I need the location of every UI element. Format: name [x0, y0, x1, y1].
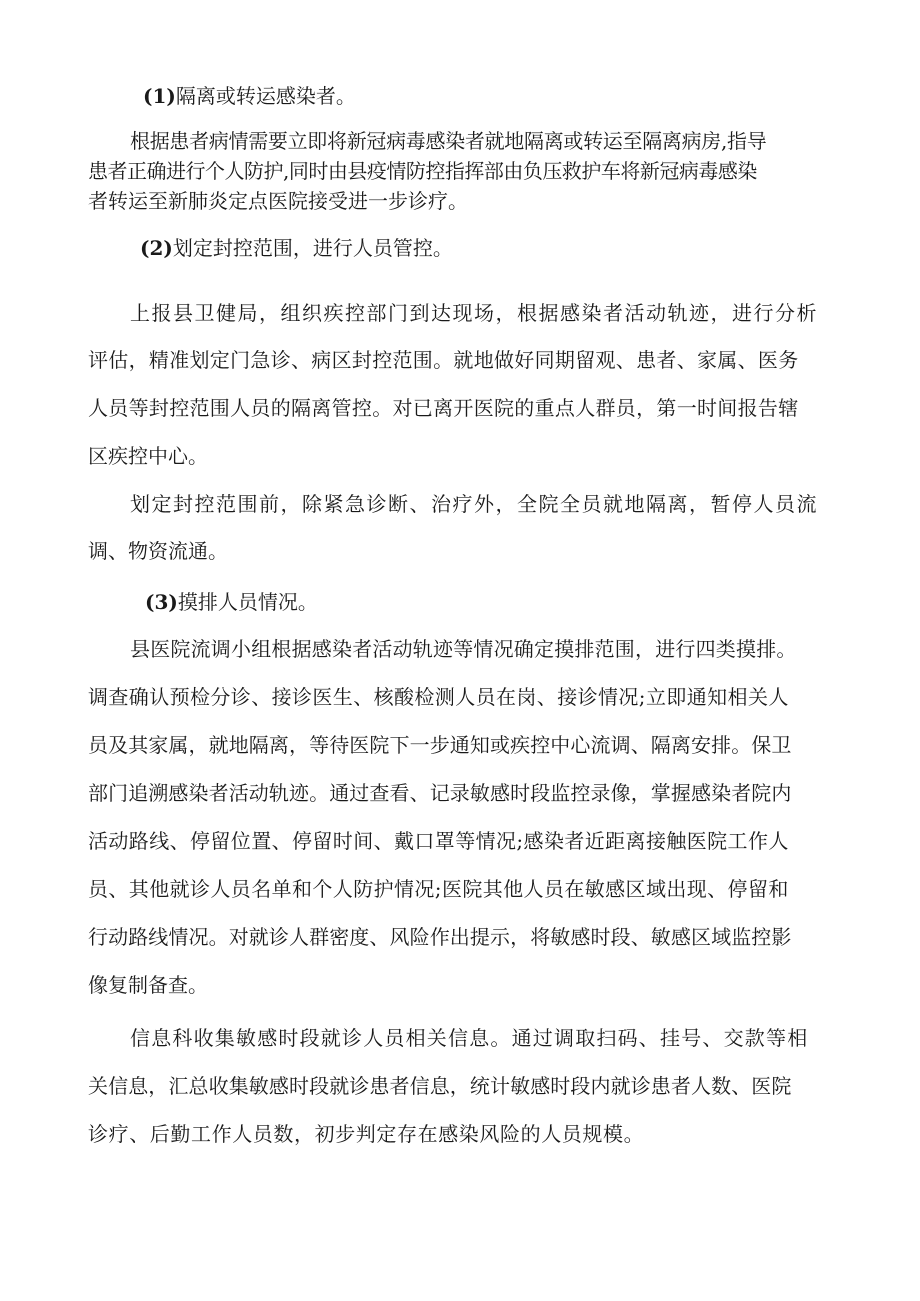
heading-text: 隔离或转运感染者。 — [175, 84, 356, 108]
paragraph-line: 像复制备查。 — [88, 973, 208, 997]
paragraph-line: 评估，精准划定门急诊、病区封控范围。就地做好同期留观、患者、家属、医务 — [88, 348, 799, 372]
heading-text: 划定封控范围，进行人员管控。 — [172, 236, 453, 260]
paragraph-line: 关信息，汇总收集敏感时段就诊患者信息，统计敏感时段内就诊患者人数、医院 — [88, 1074, 792, 1098]
paragraph-line: 信息科收集敏感时段就诊人员相关信息。通过调取扫码、挂号、交款等相 — [130, 1026, 809, 1050]
paragraph-line: 划定封控范围前，除紧急诊断、治疗外，全院全员就地隔离，暂停人员流 — [130, 492, 818, 516]
heading-text: 摸排人员情况。 — [177, 590, 318, 614]
heading-number: (3) — [145, 590, 178, 614]
paragraph-line: 根据患者病情需要立即将新冠病毒感染者就地隔离或转运至隔离病房,指导 — [130, 129, 767, 153]
paragraph-line: 行动路线情况。对就诊人群密度、风险作出提示，将敏感时段、敏感区域监控影 — [88, 925, 792, 949]
paragraph-line: 调、物资流通。 — [88, 539, 228, 563]
paragraph-line: 县医院流调小组根据感染者活动轨迹等情况确定摸排范围，进行四类摸排。 — [130, 637, 797, 661]
section-heading-3 — [145, 590, 318, 614]
paragraph-line: 诊疗、后勤工作人员数，初步判定存在感染风险的人员规模。 — [88, 1122, 645, 1146]
heading-number: (1) — [143, 84, 176, 108]
paragraph-line: 人员等封控范围人员的隔离管控。对已离开医院的重点人群员，第一时间报告辖 — [88, 396, 799, 420]
paragraph-line: 区疾控中心。 — [88, 444, 208, 468]
section-heading-1 — [143, 84, 356, 108]
section-heading-2 — [140, 236, 453, 260]
paragraph-line: 者转运至新肺炎定点医院接受进一步诊疗。 — [88, 189, 468, 213]
paragraph-line: 部门追溯感染者活动轨迹。通过查看、记录敏感时段监控录像，掌握感染者院内 — [88, 781, 792, 805]
paragraph-line: 员及其家属，就地隔离，等待医院下一步通知或疾控中心流调、隔离安排。保卫 — [88, 733, 792, 757]
paragraph-line: 上报县卫健局，组织疾控部门到达现场，根据感染者活动轨迹，进行分析 — [130, 301, 818, 325]
paragraph-line: 活动路线、停留位置、停留时间、戴口罩等情况;感染者近距离接触医院工作人 — [88, 829, 789, 853]
paragraph-line: 调查确认预检分诊、接诊医生、核酸检测人员在岗、接诊情况;立即通知相关人 — [88, 685, 789, 709]
paragraph-line: 患者正确进行个人防护,同时由县疫情防控指挥部由负压救护车将新冠病毒感染 — [88, 159, 757, 183]
heading-number: (2) — [140, 236, 173, 260]
paragraph-line: 员、其他就诊人员名单和个人防护情况;医院其他人员在敏感区域出现、停留和 — [88, 877, 789, 901]
